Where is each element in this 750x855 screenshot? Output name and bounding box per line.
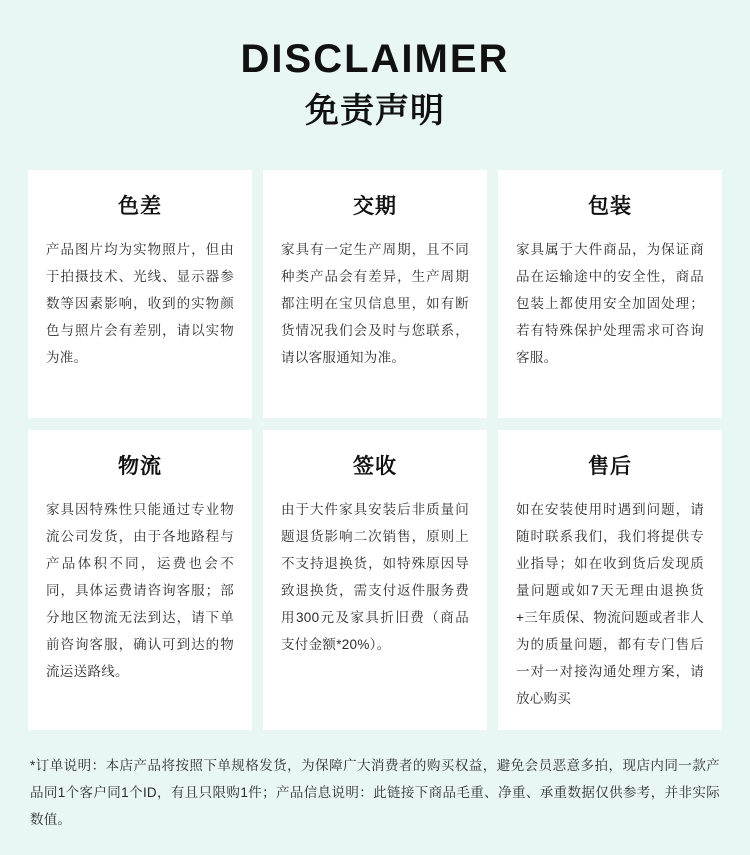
card-body: 产品图片均为实物照片，但由于拍摄技术、光线、显示器参数等因素影响，收到的实物颜色与照片会有差别，请以实物为准。 <box>46 241 234 365</box>
disclaimer-card-after-sales <box>498 430 722 730</box>
card-body: 如在安装使用时遇到问题，请随时联系我们，我们将提供专业指导；如在收到货后发现质量问题或如7天无理由退换货+三年质保、物流问题或者非人为的质量问题，都有专门售后一对一对接沟通处理方案，请放心购买 <box>516 501 704 706</box>
card-body: 家具因特殊性只能通过专业物流公司发货，由于各地路程与产品体积不同，运费也会不同，具体运费请咨询客服；部分地区物流无法到达，请下单前咨询客服，确认可到达的物流运送路线。 <box>46 501 234 679</box>
card-title: 包装 <box>588 194 632 218</box>
disclaimer-card-signing <box>263 430 487 730</box>
card-body: 家具有一定生产周期，且不同种类产品会有差异，生产周期都注明在宝贝信息里，如有断货情况我们会及时与您联系，请以客服通知为准。 <box>281 241 469 365</box>
card-title: 签收 <box>353 454 397 478</box>
order-note-footnote: *订单说明：本店产品将按照下单规格发货，为保障广大消费者的购买权益，避免会员恶意多拍，现店内同一款产品同1个客户同1个ID，有且只限购1件；产品信息说明：此链接下商品毛重、净重、承重数据仅供参考，并非实际数值。 <box>30 757 720 827</box>
card-title: 售后 <box>588 454 632 478</box>
card-title: 交期 <box>353 194 397 218</box>
page-title-chinese: 免责声明 <box>305 92 445 130</box>
page-header <box>28 0 722 136</box>
card-body: 家具属于大件商品，为保证商品在运输途中的安全性，商品包装上都使用安全加固处理；若有特殊保护处理需求可咨询客服。 <box>516 241 704 365</box>
page-title-english: DISCLAIMER <box>240 37 510 81</box>
disclaimer-card-logistics <box>28 430 252 730</box>
disclaimer-card-delivery-time <box>263 170 487 418</box>
card-title: 物流 <box>118 454 162 478</box>
disclaimer-card-packaging <box>498 170 722 418</box>
disclaimer-card-grid <box>28 170 722 730</box>
disclaimer-card-color <box>28 170 252 418</box>
card-body: 由于大件家具安装后非质量问题退货影响二次销售，原则上不支持退换货，如特殊原因导致退换货，需支付返件服务费用300元及家具折旧费（商品支付金额*20%）。 <box>281 501 469 652</box>
card-title: 色差 <box>118 194 162 218</box>
